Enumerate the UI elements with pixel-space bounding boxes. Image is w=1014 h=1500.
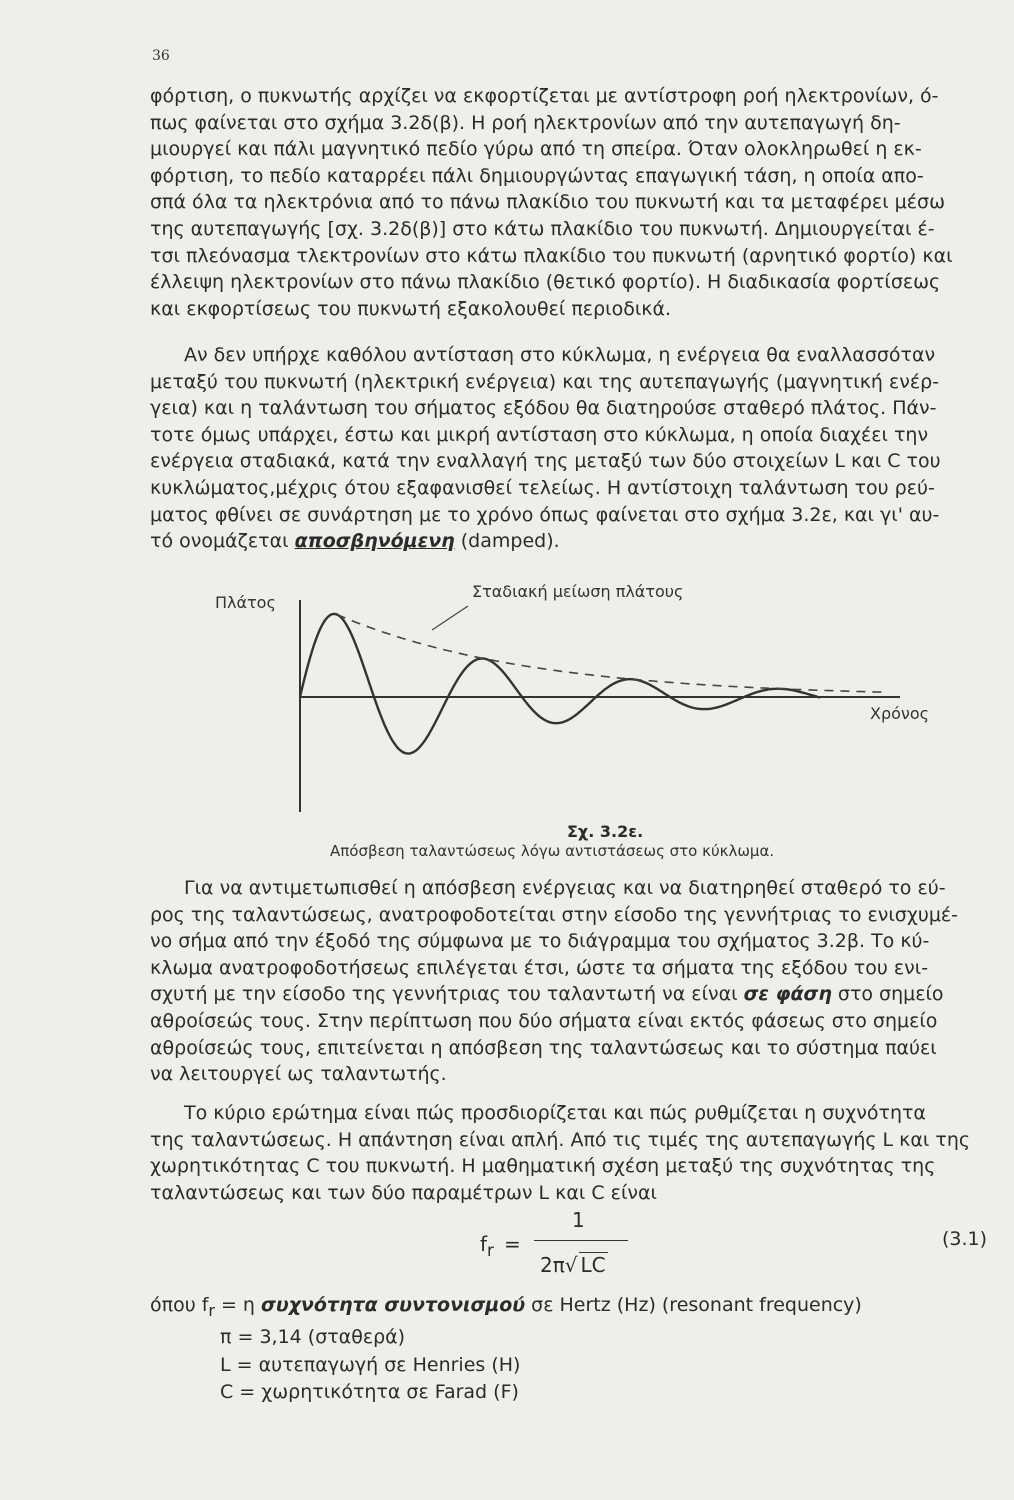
text-fragment: στο σημείο — [831, 983, 944, 1006]
text-line: Αν δεν υπήρχε καθόλου αντίσταση στο κύκλωμα, η ενέργεια θα εναλλασσόταν — [184, 344, 936, 366]
text-line: της αυτεπαγωγής [σχ. 3.2δ(β)] στο κάτω πλακίδιο του πυκνωτή. Δημιουργείται έ- — [150, 217, 935, 240]
definition-row — [150, 1324, 862, 1352]
amplitude-envelope — [337, 615, 885, 693]
text-line: ταλαντώσεως και των δύο παραμέτρων L και C είναι — [150, 1181, 657, 1204]
text-line: νο σήμα από την έξοδό της σύμφωνα με το διάγραμμα του σχήματος 3.2β. Το κύ- — [150, 930, 930, 953]
text-line: φόρτιση, το πεδίο καταρρέει πάλι δημιουργώντας επαγωγική τάση, η οποία απο- — [150, 164, 924, 187]
text-line: ρος της ταλαντώσεως, ανατροφοδοτείται στην είσοδο της γεννήτριας το ενισχυμέ- — [150, 903, 959, 926]
fraction-bar — [534, 1240, 628, 1241]
x-axis-label: Χρόνος — [870, 704, 930, 723]
text-line: αθροίσεώς τους. Στην περίπτωση που δύο σήματα είναι εκτός φάσεως στο σημείο — [150, 1009, 938, 1032]
paragraph-2 — [150, 342, 988, 555]
text-fragment: σε Hertz (Hz) (resonant frequency) — [525, 1294, 862, 1316]
text-line: μιουργεί και πάλι μαγνητικό πεδίο γύρω από τη σπείρα. Όταν ολοκληρωθεί η εκ- — [150, 138, 922, 161]
definition-row — [150, 1292, 862, 1324]
paragraph-4 — [150, 1100, 988, 1206]
damped-oscillation-figure — [200, 582, 960, 842]
text-line: μεταξύ του πυκνωτή (ηλεκτρική ενέργεια) και της αυτεπαγωγής (μαγνητική ενέρ- — [150, 370, 940, 393]
text-fragment: C = χωρητικότητα σε Farad (F) — [220, 1381, 519, 1404]
text-fragment: L = αυτεπαγωγή σε Henries (H) — [220, 1353, 521, 1376]
resonance-formula — [480, 1208, 680, 1288]
figure-caption: Απόσβεση ταλαντώσεως λόγω αντιστάσεως στο κύκλωμα. — [330, 842, 775, 860]
paragraph-3 — [150, 875, 988, 1088]
emphasized-term: συχνότητα συντονισμού — [261, 1294, 526, 1316]
text-fragment: (damped). — [454, 530, 560, 553]
formula-denominator — [540, 1252, 608, 1277]
text-line: Για να αντιμετωπισθεί η απόσβεση ενέργειας και να διατηρηθεί σταθερό το εύ- — [184, 877, 946, 899]
paragraph-1 — [150, 83, 988, 322]
symbol-definitions — [150, 1292, 862, 1407]
radicand: LC — [580, 1253, 606, 1277]
envelope-pointer — [432, 606, 468, 630]
emphasized-term: αποσβηνόμενη — [294, 530, 455, 553]
text-line: σπά όλα τα ηλεκτρόνια από το πάνω πλακίδιο του πυκνωτή και τα μεταφέρει μέσω — [150, 191, 945, 214]
text-line: ενέργεια σταδιακά, κατά την εναλλαγή της μεταξύ των δύο στοιχείων L και C του — [150, 450, 941, 473]
text-line: πως φαίνεται στο σχήμα 3.2δ(β). Η ροή ηλεκτρονίων από την αυτεπαγωγή δη- — [150, 111, 901, 134]
text-fragment: όπου f — [150, 1294, 209, 1316]
figure-number: Σχ. 3.2ε. — [567, 822, 644, 841]
text-fragment: = η — [214, 1294, 262, 1316]
text-line: και εκφορτίσεως του πυκνωτή εξακολουθεί περιοδικά. — [150, 297, 672, 320]
y-axis-label: Πλάτος — [215, 593, 276, 612]
text-line: έλλειψη ηλεκτρονίων στο πάνω πλακίδιο (θετικό φορτίο). Η διαδικασία φορτίσεως — [150, 271, 941, 294]
formula-lhs — [480, 1232, 494, 1260]
text-line: Το κύριο ερώτημα είναι πώς προσδιορίζεται και πώς ρυθμίζεται η συχνότητα — [184, 1102, 926, 1124]
text-line: φόρτιση, ο πυκνωτής αρχίζει να εκφορτίζεται με αντίστροφη ροή ηλεκτρονίων, ό- — [150, 85, 939, 107]
text-fragment: τό ονομάζεται — [150, 530, 295, 553]
text-fragment: π = 3,14 (σταθερά) — [220, 1326, 406, 1349]
text-line: χωρητικότητας C του πυκνωτή. Η μαθηματική σχέση μεταξύ της συχνότητας της — [150, 1155, 936, 1178]
text-line: γεια) και η ταλάντωση του σήματος εξόδου θα διατηρούσε σταθερό πλάτος. Πάν- — [150, 397, 937, 420]
damped-oscillation-diagram — [200, 582, 960, 842]
damped-wave — [300, 614, 820, 754]
text-line: τσι πλεόνασμα τλεκτρονίων στο κάτω πλακίδιο του πυκνωτή (αρνητικό φορτίο) και — [150, 244, 953, 267]
text-line — [150, 528, 988, 555]
text-fragment: σχυτή με την είσοδο της γεννήτριας του ταλαντωτή να είναι — [150, 983, 744, 1006]
formula-subscript: r — [208, 1300, 215, 1320]
page-number: 36 — [152, 48, 170, 64]
denominator-factor: 2π — [540, 1253, 565, 1277]
text-line: κλωμα ανατροφοδοτήσεως επιλέγεται έτσι, ώστε τα σήματα της εξόδου του ενι- — [150, 956, 929, 979]
text-line: της ταλαντώσεως. Η απάντηση είναι απλή. Από τις τιμές της αυτεπαγωγής L και της — [150, 1128, 971, 1151]
formula-equals: = — [504, 1232, 521, 1256]
equation-number: (3.1) — [942, 1228, 988, 1250]
sqrt-icon: √ — [564, 1253, 578, 1277]
text-line — [150, 981, 988, 1008]
formula-symbol: f — [480, 1232, 488, 1256]
formula-numerator: 1 — [572, 1208, 585, 1232]
definition-row — [150, 1352, 862, 1380]
definition-row — [150, 1379, 862, 1407]
text-line: κυκλώματος,μέχρις ότου εξαφανισθεί τελείως. Η αντίστοιχη ταλάντωση του ρεύ- — [150, 476, 935, 499]
text-line: ματος φθίνει σε συνάρτηση με το χρόνο όπως φαίνεται στο σχήμα 3.2ε, και γι' αυ- — [150, 503, 940, 526]
emphasized-term: σε φάση — [743, 983, 832, 1006]
text-line: τοτε όμως υπάρχει, έστω και μικρή αντίσταση στο κύκλωμα, η οποία διαχέει την — [150, 423, 929, 446]
text-line: να λειτουργεί ως ταλαντωτής. — [150, 1063, 447, 1086]
text-line: αθροίσεώς τους, επιτείνεται η απόσβεση της ταλαντώσεως και το σύστημα παύει — [150, 1036, 937, 1059]
envelope-label: Σταδιακή μείωση πλάτους — [472, 582, 684, 601]
formula-subscript: r — [487, 1241, 494, 1260]
